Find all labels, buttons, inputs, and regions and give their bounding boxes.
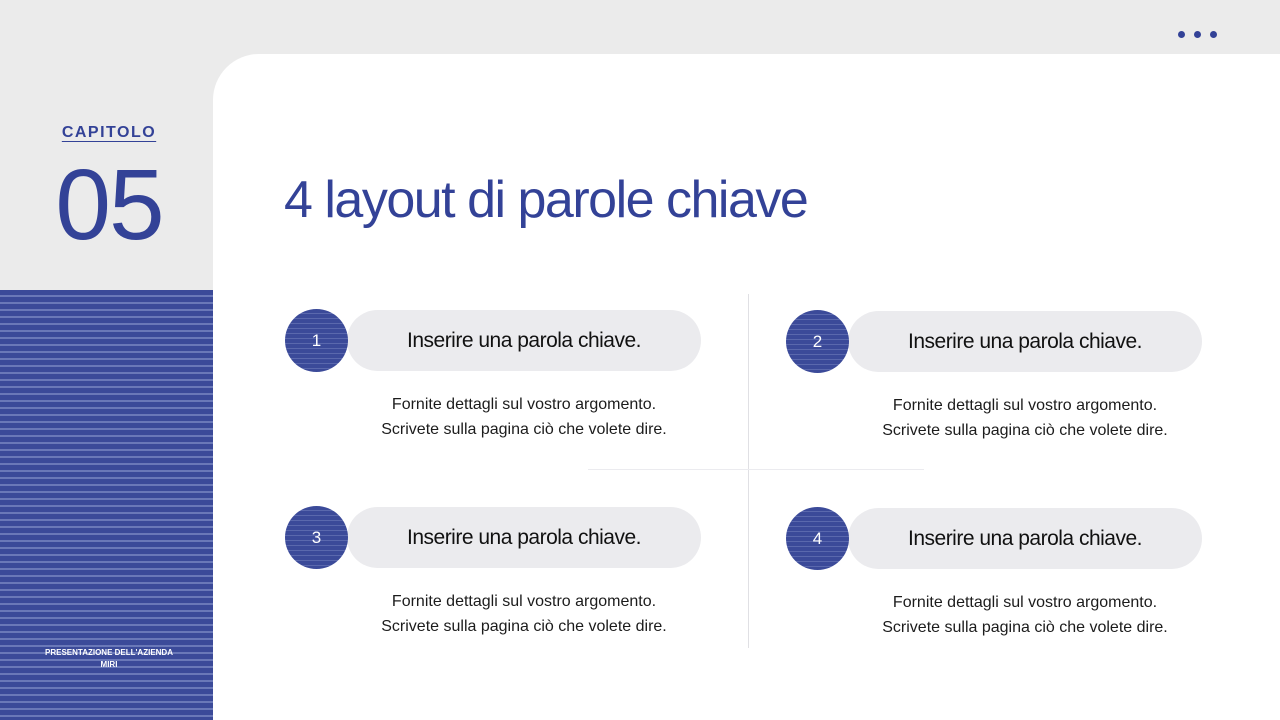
keyword-description [848,590,1202,640]
keyword-item-2 [786,311,1206,451]
keyword-description [848,393,1202,443]
description-line-2: Scrivete sulla pagina ciò che volete dire. [381,618,667,635]
vertical-divider [748,294,749,648]
description-line-1: Fornite dettagli sul vostro argomento. [892,594,1158,611]
horizontal-divider [588,469,924,470]
dot [1194,31,1201,38]
keyword-item-4 [786,508,1206,648]
keyword-item-1 [285,310,705,450]
description-line-2: Scrivete sulla pagina ciò che volete dire. [381,421,667,438]
number-badge: 4 [786,507,849,570]
chapter-number: 05 [55,149,163,261]
keyword-description [347,589,701,639]
number-badge: 1 [285,309,348,372]
keyword-pill[interactable]: Inserire una parola chiave. [347,507,701,568]
company-name [0,647,218,671]
more-dots-icon[interactable] [1178,28,1228,40]
chapter-label: CAPITOLO [61,124,157,141]
keyword-pill[interactable]: Inserire una parola chiave. [347,310,701,371]
description-line-1: Fornite dettagli sul vostro argomento. [391,396,657,413]
description-line-1: Fornite dettagli sul vostro argomento. [391,593,657,610]
number-badge: 2 [786,310,849,373]
keyword-pill[interactable]: Inserire una parola chiave. [848,311,1202,372]
number-badge: 3 [285,506,348,569]
dot [1178,31,1185,38]
description-line-2: Scrivete sulla pagina ciò che volete dire. [882,619,1168,636]
slide-title: 4 layout di parole chiave [284,171,808,229]
company-line-1: PRESENTAZIONE DELL'AZIENDA [45,648,173,657]
description-line-2: Scrivete sulla pagina ciò che volete dire. [882,422,1168,439]
keyword-pill[interactable]: Inserire una parola chiave. [848,508,1202,569]
description-line-1: Fornite dettagli sul vostro argomento. [892,397,1158,414]
company-line-2: MIRI [100,660,118,669]
dot [1210,31,1217,38]
keyword-item-3 [285,507,705,647]
keyword-description [347,392,701,442]
